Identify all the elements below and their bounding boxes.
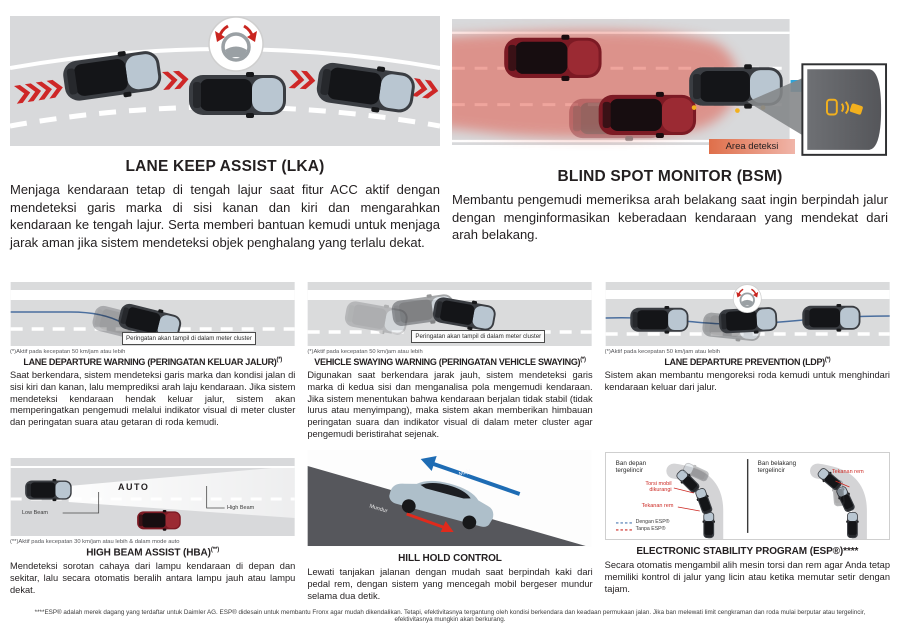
lka-panel	[10, 8, 440, 276]
lka-title: LANE KEEP ASSIST (LKA)	[125, 158, 325, 175]
ldw-title: LANE DEPARTURE WARNING (PERINGATAN KELUAR JALUR)(*)	[23, 357, 282, 367]
vsw-footnote: (*)Aktif pada kecepatan 50 km/jam atau lebih	[307, 349, 423, 355]
car-icon	[137, 510, 181, 531]
hba-title: HIGH BEAM ASSIST (HBA)(**)	[86, 547, 220, 559]
ldp-title: LANE DEPARTURE PREVENTION (LDP)(*)	[664, 357, 831, 367]
ldp-body: Sistem akan membantu mengoreksi roda kemudi untuk menghindari kendaraan keluar dari jalur.	[604, 370, 890, 392]
ldw-body: Saat berkendara, sistem mendeteksi garis marka dan kondisi jalan di sisi kiri dan kanan, lalu memprediksi arah laju kendaraan. Jika sistem mendeteksi kendaraan hendak keluar jalur, sistem akan memperingatkan pengemudi melalui indikator visual di meter cluster dan peringatan suara atau getaran di roda kemudi.	[10, 370, 296, 428]
brake-pressure-label: Tekanan rem	[831, 469, 864, 475]
vsw-illustration	[307, 282, 592, 346]
steering-wheel-icon	[209, 17, 263, 71]
car-icon	[25, 479, 72, 501]
ldw-illustration	[10, 282, 295, 346]
car-icon	[599, 92, 696, 138]
meter-cluster-callout: Peringatan akan tampil di dalam meter cluster	[411, 330, 545, 343]
maju-label: Maju	[458, 468, 472, 478]
bsm-title: BLIND SPOT MONITOR (BSM)	[557, 168, 783, 185]
car-icon	[630, 306, 688, 334]
hill-hold-illustration	[307, 450, 592, 547]
bsm-body: Membantu pengemudi memeriksa arah belakang saat ingin berpindah jalur dengan menginformasikan keberadaan kendaraan yang mendekat dari arah belakang.	[452, 192, 888, 243]
car-icon	[189, 72, 286, 118]
steering-wheel-icon	[733, 285, 761, 313]
meter-cluster-callout: Peringatan akan tampil di dalam meter cluster	[122, 332, 256, 345]
hill-hold-title: HILL HOLD CONTROL	[398, 553, 502, 564]
esp-panel	[605, 450, 890, 602]
esp-body: Secara otomatis mengambil alih mesin torsi dan rem agar Anda tetap memiliki kontrol di jalur yang licin atau ketika memutar setir dengan tajam.	[604, 560, 890, 594]
ldw-footnote: (*)Aktif pada kecepatan 50 km/jam atau lebih	[10, 349, 126, 355]
legal-footnote: ****ESP® adalah merek dagang yang terdaftar untuk Daimler AG. ESP® didesain untuk membantu Fronx agar mudah dikendalikan. Tetapi, efektivitasnya tergantung oleh kondisi berkendara dan keadaan permukaan jalan. Jika ban melewati limit cengkraman dan roda mulai berputar atau tergelincir, efektivitasnya mungkin akan berkurang.	[34, 609, 866, 624]
front-slip-label: Ban depan tergelincir	[615, 460, 647, 475]
torque-label: Torsi mobil dikurangi	[645, 481, 672, 494]
legend-without-esp: Tanpa ESP®	[635, 526, 666, 532]
mundur-label: Mundur	[368, 503, 389, 515]
hba-body: Mendeteksi sorotan cahaya dari lampu kendaraan di depan dan sekitar, lalu secara otomatis beralih antara lampu jauh atau lampu dekat.	[10, 561, 296, 595]
lka-illustration	[10, 8, 440, 148]
vsw-body: Digunakan saat berkendara jarak jauh, sistem mendeteksi garis marka di kedua sisi dan menganalisa pola mengemudi kendaraan. Jika sistem menentukan bahwa kendaraan berjalan tidak stabil (tidak lurus atau menyimpang), maka sistem akan memberikan himbauan peringatan suara dan indikator visual di dalam meter cluster agar pengemudi beristirahat sejenak.	[307, 370, 593, 439]
ldp-panel	[605, 282, 890, 446]
auto-label: AUTO	[118, 482, 150, 492]
car-icon	[846, 512, 858, 538]
legend-with-esp: Dengan ESP®	[635, 519, 670, 525]
vsw-title: VEHICLE SWAYING WARNING (PERINGATAN VEHICLE SWAYING)(*)	[314, 357, 586, 367]
car-icon	[504, 35, 601, 81]
ldp-illustration	[605, 282, 890, 346]
bsm-illustration	[452, 8, 888, 158]
esp-illustration	[605, 452, 890, 540]
top-section	[0, 0, 900, 276]
hill-hold-panel	[307, 450, 592, 602]
rear-slip-label: Ban belakang tergelincir	[757, 460, 797, 475]
esp-title: ELECTRONIC STABILITY PROGRAM (ESP®)****	[636, 546, 859, 557]
ldw-panel	[10, 282, 295, 446]
low-beam-label: Low Beam	[22, 510, 48, 516]
area-deteksi-label: Area deteksi	[709, 139, 795, 154]
high-beam-label: High Beam	[227, 505, 255, 511]
ldp-footnote: (*)Aktif pada kecepatan 50 km/jam atau lebih	[604, 349, 721, 355]
bsm-panel	[452, 8, 888, 276]
car-icon	[802, 304, 860, 332]
features-section	[0, 282, 900, 602]
hba-footnote: (**)Aktif pada kecepatan 30 km/jam atau lebih & dalam mode auto	[10, 539, 180, 545]
brake-pressure-label: Tekanan rem	[641, 503, 674, 509]
hill-hold-body: Lewati tanjakan jalanan dengan mudah saat berpindah kaki dari pedal rem, dengan sistem yang mencegah mobil bergeser mundur selama dua detik.	[307, 567, 593, 601]
vsw-panel	[307, 282, 592, 446]
car-icon	[702, 512, 714, 538]
side-mirror	[807, 69, 881, 150]
lka-body: Menjaga kendaraan tetap di tengah lajur saat fitur ACC aktif dengan mendeteksi garis marka di sisi kanan dan kiri dan mengarahkan kendaraan ke tengah lajur. Serta memberi bantuan kemudi untuk menjaga jarak aman jika sistem mendeteksi objek penghalang yang terlalu dekat.	[10, 182, 440, 250]
hba-illustration	[10, 458, 295, 536]
hba-panel	[10, 450, 295, 602]
